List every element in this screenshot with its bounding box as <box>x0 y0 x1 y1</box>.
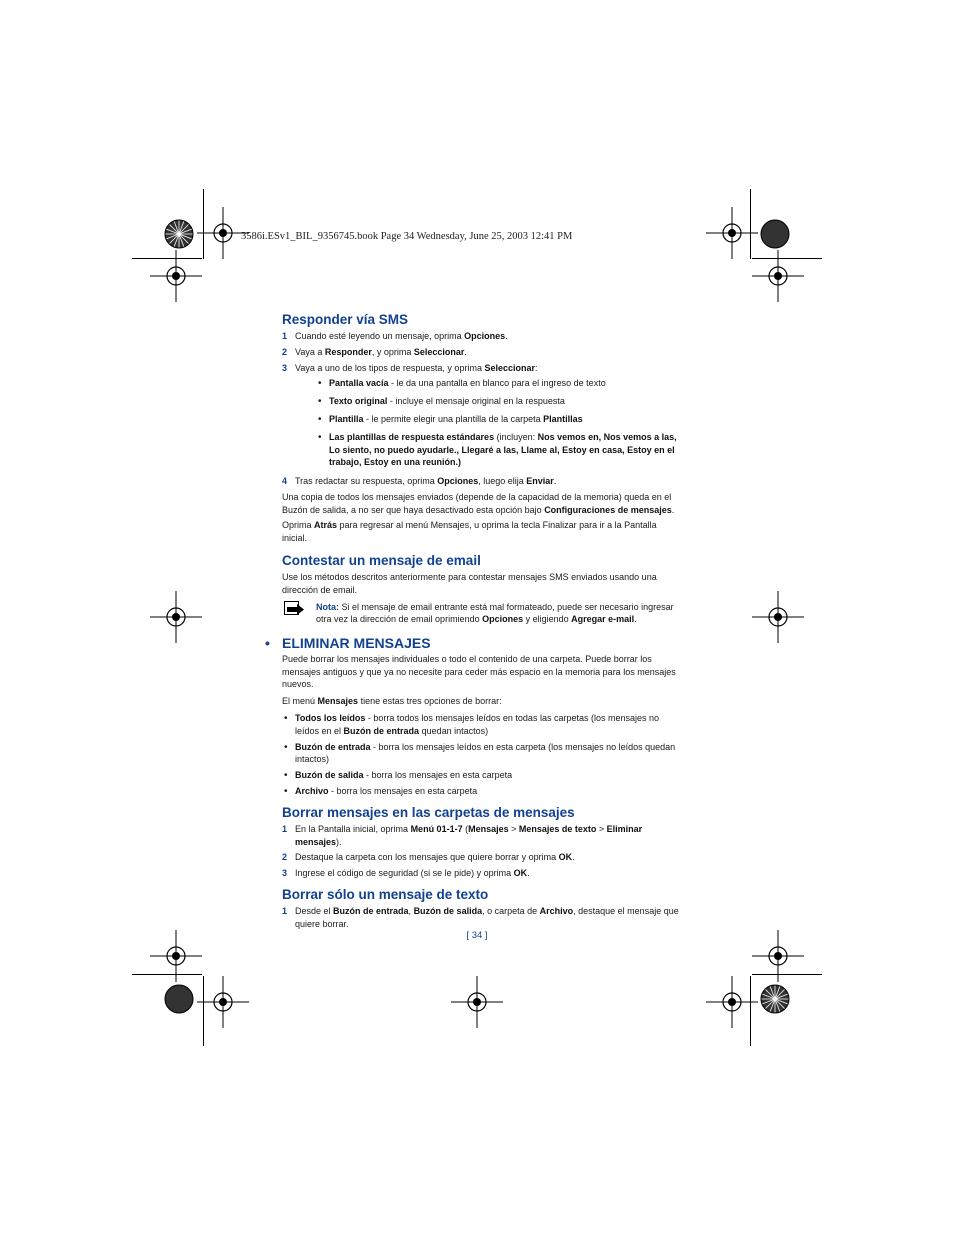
section-bullet: • <box>265 635 270 652</box>
paragraph <box>282 519 682 545</box>
paragraph-text: para regresar al menú Mensajes, u oprima la tecla Finalizar para ir a la Pantalla inicial. <box>282 520 657 544</box>
step-text: . <box>464 346 467 357</box>
step-text: . <box>572 852 575 863</box>
keyword: Opciones <box>437 476 479 487</box>
item-text: - borra los mensajes en esta carpeta <box>328 785 478 796</box>
step-number: 3 <box>282 868 288 879</box>
step-number: 2 <box>282 346 288 357</box>
section-title-borrar-carpetas: Borrar mensajes en las carpetas de mensajes <box>282 804 575 820</box>
keyword: Seleccionar <box>413 346 465 357</box>
paragraph-text: Oprima <box>282 520 315 531</box>
note-text: Si el mensaje de email entrante está mal formateado, puede ser necesario ingresar otra vez la dirección de email oprimiendo <box>316 601 674 625</box>
paragraph-text: tiene estas tres opciones de borrar: <box>358 696 502 707</box>
list-item <box>282 769 682 782</box>
step-text: : <box>534 362 538 373</box>
keyword: Plantilla <box>329 414 364 425</box>
keyword: Mensajes de texto <box>518 823 597 834</box>
section-title-responder-sms: Responder vía SMS <box>282 312 409 327</box>
paragraph-text: Una copia de todos los mensajes enviados (depende de la capacidad de la memoria) queda en el Buzón de salida, a no ser que haya desactivado esta opción bajo <box>282 491 672 515</box>
step-text: ). <box>336 836 342 847</box>
paragraph <box>282 491 682 517</box>
crop-line <box>132 974 202 975</box>
note-box <box>282 601 682 627</box>
item-text: - incluye el mensaje original en la respuesta <box>387 396 565 407</box>
crop-line <box>750 189 751 259</box>
step-text: Desde el <box>295 906 334 917</box>
step-number: 1 <box>282 331 288 342</box>
crosshair-mark-icon <box>197 976 249 1028</box>
keyword: Opciones <box>464 331 506 342</box>
step-text: , destaque el mensaje que quiere borrar. <box>295 906 679 929</box>
keyword: Texto original <box>329 396 388 407</box>
keyword: Mensajes <box>468 823 509 834</box>
section-title-borrar-un-mensaje: Borrar sólo un mensaje de texto <box>282 886 489 902</box>
step-number: 4 <box>282 476 288 487</box>
step-text: . <box>527 868 530 879</box>
crosshair-mark-icon <box>451 976 503 1028</box>
item-text: - borra los mensajes en esta carpeta <box>363 770 513 781</box>
keyword: Archivo <box>295 785 329 796</box>
step-3 <box>282 362 682 375</box>
page-content <box>265 312 682 931</box>
keyword: Configuraciones de mensajes <box>544 504 672 515</box>
step-1 <box>282 823 682 849</box>
step-text: Ingrese el código de seguridad (si se le pide) y oprima <box>295 868 514 879</box>
keyword: Mensajes <box>317 696 359 707</box>
paragraph-text: . <box>671 504 675 515</box>
section-title-text: ELIMINAR MENSAJES <box>282 635 431 652</box>
step-text: Destaque la carpeta con los mensajes que quiere borrar y oprima <box>295 852 559 863</box>
keyword: Nos vemos en, Nos vemos a las, Lo siento, no puedo ayudarle., Llegaré a las, Llame al, Estoy en casa, Estoy en el trabajo, Estoy en una reunión.) <box>329 431 677 468</box>
step-text: ( <box>462 823 469 834</box>
item-text: - le permite elegir una plantilla de la carpeta <box>363 414 544 425</box>
section-title-eliminar-mensajes <box>265 635 682 652</box>
keyword: Enviar <box>526 476 554 487</box>
print-header: 3586i.ESv1_BIL_9356745.book Page 34 Wednesday, June 25, 2003 12:41 PM <box>241 231 573 242</box>
keyword: OK <box>513 868 528 879</box>
step-2 <box>282 346 682 359</box>
keyword: Las plantillas de respuesta estándares <box>329 431 495 442</box>
item-text: - le da una pantalla en blanco para el ingreso de texto <box>388 378 606 389</box>
item-text: quedan intactos) <box>419 725 489 736</box>
paragraph: Puede borrar los mensajes individuales o todo el contenido de una carpeta. Puede borrar los mensajes antiguos y que ya no necesite para ceder más espacio en la memoria para los mensajes nuevos. <box>282 653 676 690</box>
step-4 <box>282 475 682 488</box>
keyword: Todos los leídos <box>295 713 366 724</box>
step-text: . <box>553 476 557 487</box>
crop-line <box>203 976 204 1046</box>
note-icon <box>284 601 304 621</box>
step-number: 1 <box>282 906 288 917</box>
keyword: Buzón de entrada <box>343 725 420 736</box>
keyword: Buzón de entrada <box>295 741 371 752</box>
keyword: OK <box>558 852 573 863</box>
keyword: Buzón de salida <box>295 770 364 781</box>
radial-target-icon <box>164 219 194 249</box>
step-text: , luego elija <box>478 476 527 487</box>
radial-target-icon <box>760 984 790 1014</box>
list-item <box>316 413 682 426</box>
step-text: . <box>505 331 508 342</box>
keyword: Agregar e-mail <box>571 614 635 625</box>
paragraph <box>282 695 682 708</box>
keyword: Buzón de entrada <box>333 906 409 917</box>
keyword: Responder <box>324 346 372 357</box>
note-label: Nota: <box>316 601 339 612</box>
step-text: Tras redactar su respuesta, oprima <box>295 476 438 487</box>
list-item <box>282 712 682 738</box>
crop-line <box>750 976 751 1046</box>
step-text: > <box>508 823 519 834</box>
step-text: , o carpeta de <box>482 906 540 917</box>
note-text: y eligiendo <box>523 614 572 625</box>
radial-target-icon <box>760 219 790 249</box>
step-text: , <box>408 906 414 917</box>
keyword: Buzón de salida <box>413 906 483 917</box>
keyword: Atrás <box>314 520 338 531</box>
step-text: Vaya a uno de los tipos de respuesta, y oprima <box>295 362 485 373</box>
keyword: Menú 01-1-7 <box>410 823 463 834</box>
crop-line <box>132 258 202 259</box>
crop-line <box>203 189 204 259</box>
keyword: Eliminar mensajes <box>295 823 643 847</box>
item-text: (incluyen: <box>494 431 538 442</box>
keyword: Opciones <box>482 614 524 625</box>
step-text: En la Pantalla inicial, oprima <box>295 823 411 834</box>
list-item <box>316 377 682 390</box>
section-title-contestar-email: Contestar un mensaje de email <box>282 552 481 568</box>
step-number: 2 <box>282 852 288 863</box>
step-3 <box>282 867 682 880</box>
paragraph: Use los métodos descritos anteriormente para contestar mensajes SMS enviados usando una dirección de email. <box>282 572 657 595</box>
paragraph-text: El menú <box>282 696 318 707</box>
list-item <box>282 785 682 798</box>
crosshair-mark-icon <box>150 591 202 643</box>
crop-line <box>752 258 822 259</box>
list-item <box>282 741 682 767</box>
item-text: - borra los mensajes leídos en esta carpeta (los mensajes no leídos quedan intactos) <box>295 741 676 765</box>
step-text: , y oprima <box>371 346 414 357</box>
step-1 <box>282 330 682 343</box>
step-1 <box>282 905 682 931</box>
page-number: [ 34 ] <box>466 930 488 941</box>
list-item <box>316 395 682 408</box>
item-text: - borra todos los mensajes leídos en todas las carpetas (los mensajes no leídos en el <box>295 713 659 736</box>
crosshair-mark-icon <box>752 591 804 643</box>
keyword: Seleccionar <box>484 362 535 373</box>
radial-target-icon <box>164 984 194 1014</box>
step-number: 1 <box>282 823 288 834</box>
step-2 <box>282 851 682 864</box>
crop-line <box>752 974 822 975</box>
step-text: Cuando esté leyendo un mensaje, oprima <box>295 331 465 342</box>
step-text: > <box>596 823 607 834</box>
keyword: Plantillas <box>543 414 583 425</box>
step-text: Vaya a <box>295 346 325 357</box>
keyword: Pantalla vacía <box>329 378 389 389</box>
note-text: . <box>634 614 637 625</box>
crosshair-mark-icon <box>197 207 249 259</box>
step-number: 3 <box>282 362 288 373</box>
list-item <box>316 431 682 469</box>
keyword: Archivo <box>539 906 574 917</box>
